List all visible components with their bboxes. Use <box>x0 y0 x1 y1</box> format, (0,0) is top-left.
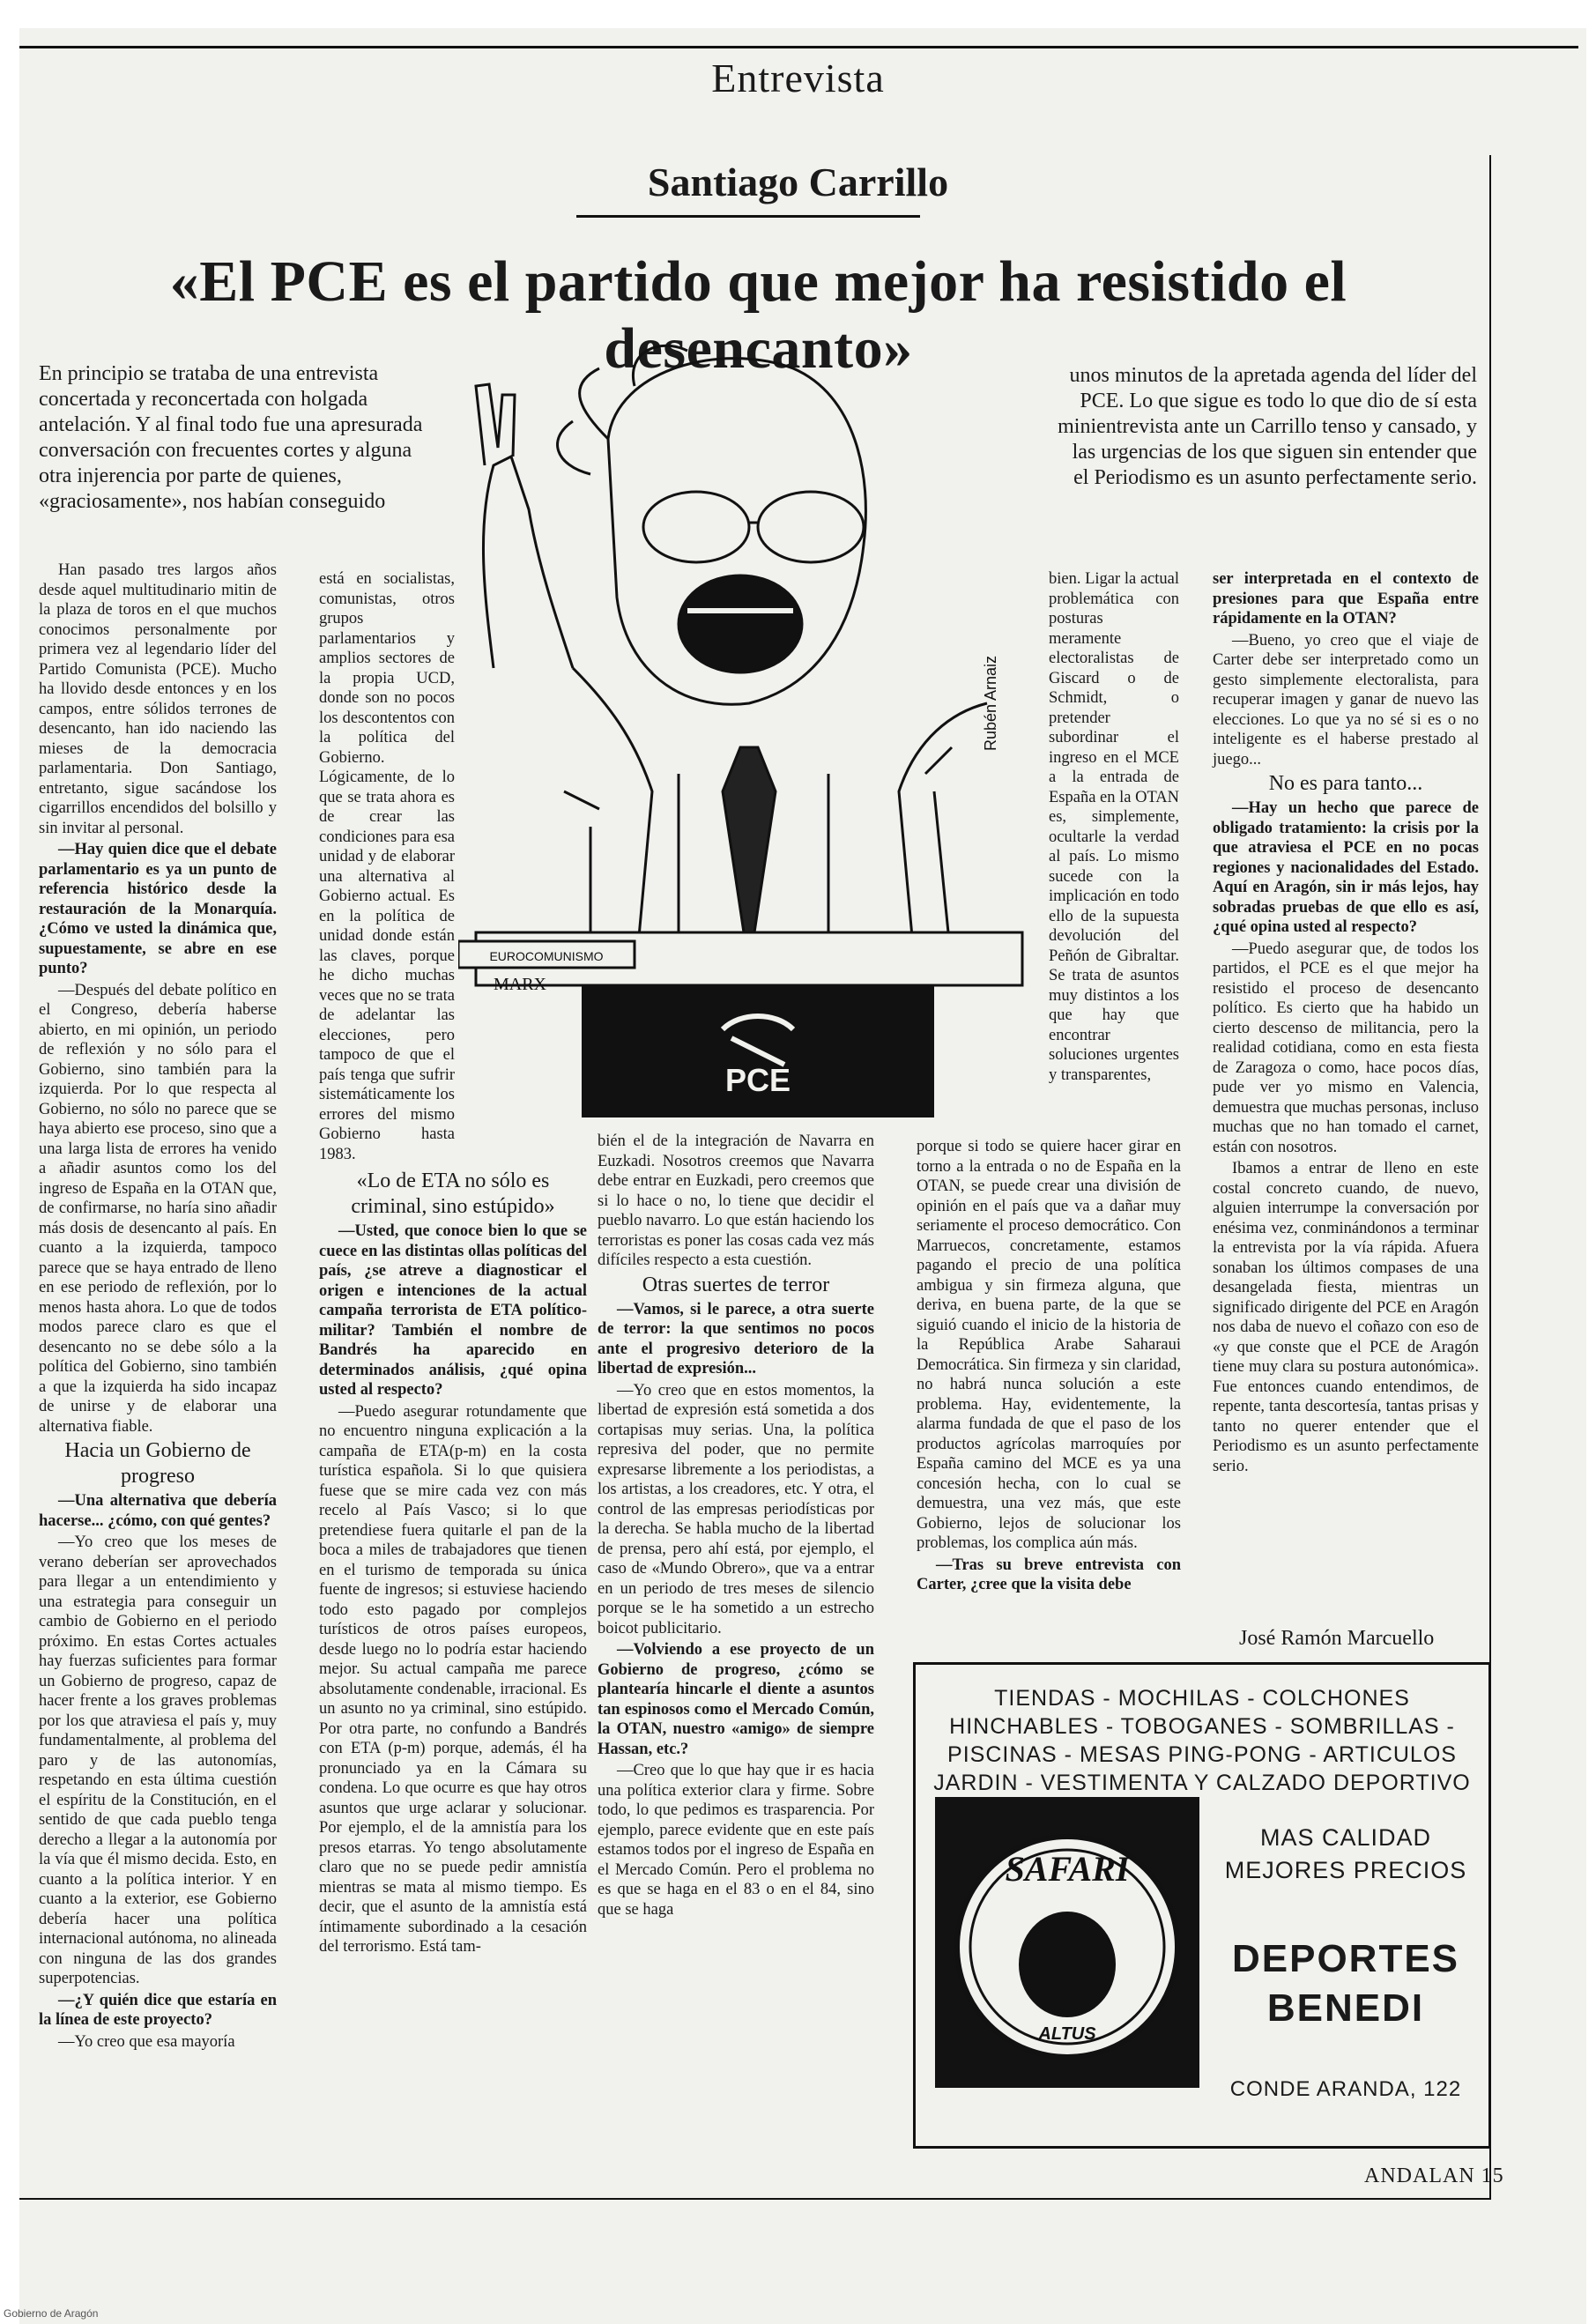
question: —¿Y quién dice que estaría en la línea de este proyecto? <box>39 1991 277 2029</box>
subheading: No es para tanto... <box>1268 772 1423 795</box>
paragraph: está en socialistas, comunistas, otros grupos parlamentarios y amplios sectores de la propia UCD, donde son no pocos los descontentos con la política del Gobierno. Lógicamente, de lo que se trata ahora es de crear las condiciones para esa unidad y de elaborar una alternativa al Gobierno actual. Es en la política de unidad donde están las claves, porque he dicho muchas veces que no se trata de adelantar las elecciones, pero tampoco de que el país tenga que sufrir sistemáticamente los errores del mismo Gobierno hasta 1983. <box>319 570 455 1163</box>
ad-slogan <box>1212 1822 1480 1887</box>
podium-label: PCE <box>724 1062 791 1098</box>
question: ser interpretada en el contexto de presiones para que España entre rápidamente en la OTAN? <box>1213 570 1479 627</box>
section-label: Entrevista <box>711 56 885 100</box>
intro-right: unos minutos de la apretada agenda del líder del PCE. Lo que sigue es todo lo que dio de sí esta minientrevista ante un Carrillo tenso y cansado, y las urgencias de los que siguen sin entender que el Periodismo es un asunto perfectamente serio. <box>1058 364 1477 489</box>
article-column-3 <box>598 1132 874 1921</box>
brand-line-1: DEPORTES <box>1231 1937 1460 1980</box>
headline: «El PCE es el partido que mejor ha resistido el desencanto» <box>169 249 1347 381</box>
subject-underline <box>576 215 920 218</box>
book-label: EUROCOMUNISMO <box>489 949 604 963</box>
article-column-2-top <box>319 569 455 1166</box>
ad-product-list: TIENDAS - MOCHILAS - COLCHONES HINCHABLES - TOBOGANES - SOMBRILLAS - PISCINAS - MESAS PING-PONG - ARTICULOS JARDIN - VESTIMENTA Y CALZADO DEPORTIVO <box>933 1686 1471 1795</box>
article-frame-bottom <box>19 2198 1491 2200</box>
paragraph: —Yo creo que en estos momentos, la libertad de expresión está sometida a dos cortapisas muy serias. Una, la política represiva del poder, que no permite expresarse libremente a los periodistas, a los artistas, a los creadores, etc. Y otra, el control de las empresas periodísticas por la derecha. Se habla mucho de la libertad de prensa, pero ahí está, por ejemplo, el caso de «Mundo Obrero», que va a entrar en un periodo de tres meses de silencio porque se le ha sometido a un estrecho boicot publicitario. <box>598 1381 874 1637</box>
article-column-1 <box>39 561 277 2053</box>
paragraph: —Yo creo que los meses de verano deberían ser aprovechados para llegar a un entendimiento y una estrategia para conseguir un cambio de Gobierno en el periodo próximo. En estas Cortes actuales hay fuerzas suficientes para formar un Gobierno de progreso, capaz de hacer frente a los graves problemas por los que atraviesa el país y, muy fundamentalmente, al problema del paro y de las autonomías, respetando en esta última cuestión el espíritu de la Constitución, en el sentido de que cada pueblo tenga derecho a llegar a la autonomía por la vía que él mismo decida. Esto, en cuanto a la política interior. Y en cuanto a la exterior, ese Gobierno debería hacer una política internacional autónoma, no alineada con ninguna de las dos grandes superpotencias. <box>39 1533 277 1987</box>
slogan-line-2: MEJORES PRECIOS <box>1224 1857 1467 1883</box>
subheading: Hacia un Gobierno de progreso <box>64 1439 251 1488</box>
glasses-right-lens <box>758 492 864 562</box>
paragraph: bién el de la integración de Navarra en Euzkadi. Nosotros creemos que Navarra debe entrar en Euzkadi, pero creemos que si lo hace o no, lo tiene que decidir el pueblo navarro. Lo que están haciendo los terroristas es poner las cosas cada vez más difíciles respecto a esta cuestión. <box>598 1132 874 1269</box>
book2-label: MARX <box>493 975 547 994</box>
subheading: Otras suertes de terror <box>642 1273 830 1296</box>
question: —Volviendo a ese proyecto de un Gobierno de progreso, ¿cómo se plantearía hincarle el diente a asuntos tan espinosos como el Mercado Común, la OTAN, nuestro «amigo» de siempre Hassan, etc.? <box>598 1641 874 1758</box>
ad-brand <box>1212 1934 1480 2033</box>
paragraph: —Creo que lo que hay que ir es hacia una política exterior clara y firme. Sobre todo, lo que pedimos es trasparencia. Por ejemplo, parece evidente que en este país estamos todos por el ingreso de España en el Mercado Común. Pero el problema no es que se haga en el 83 o en el 84, sino que se haga <box>598 1762 874 1919</box>
paragraph: —Puedo asegurar que, de todos los partidos, el PCE es el que mejor ha resistido el proceso de desencanto político. Es cierto que ha habido un cierto descenso de militancia, pero la realidad cotidiana, como en esta fiesta de Zaragoza o como, hace pocos días, pude ver yo mismo en Valencia, demuestra que muchas personas, incluso muchas que no han tomado el carnet, están con nosotros. <box>1213 939 1479 1156</box>
logo-emblem <box>1019 1912 1116 2017</box>
brand-line-2: BENEDI <box>1266 1986 1425 2030</box>
paragraph: bien. Ligar la actual problemática con posturas meramente electoralistas de Giscard o de Schmidt, o pretender subordinar el ingreso en el MCE a la entrada de España en la OTAN es, simplemente, ocultarle la verdad al país. Lo mismo sucede con la implicación en todo ello de la supuesta devolución del Peñón de Gibraltar. Se trata de asuntos muy distintos a los que hay que encontrar soluciones urgentes y transparentes, <box>1049 570 1180 1084</box>
paragraph: —Después del debate político en el Congreso, debería haberse abierto, en mi opinión, un periodo de reflexión y no sólo para el Gobierno, sino también para la izquierda. Por lo que respecta al Gobierno, no sólo no parece que se haya abierto ese proceso, sino que a una larga lista de errores ha venido a añadir asuntos como los del ingreso de España en la OTAN que, de confirmarse, no haría sino añadir más dosis de desencanto al país. En cuanto a la izquierda, tampoco parece que se haya entrado de lleno en ese periodo de reflexión, por lo menos hasta ahora. Lo que de todos modos parece claro es que el desencanto no se debe sólo a la política del Gobierno, sino también a que la izquierda ha sido incapaz de unirse y de elaborar una alternativa fiable. <box>39 981 277 1436</box>
caricature-illustration <box>458 333 1040 1126</box>
interview-subject: Santiago Carrillo <box>647 160 949 204</box>
paragraph: —Bueno, yo creo que el viaje de Carter debe ser interpretado como un gesto simplemente electoralista, para recuperar imagen y ganar de nuevo las elecciones. Lo que ya no sé si es o no inteligente es el haberse prestado al juego... <box>1213 631 1479 768</box>
top-rule <box>19 46 1578 48</box>
archive-credit: Gobierno de Aragón <box>4 2307 99 2320</box>
article-column-2 <box>319 1169 587 1959</box>
artist-signature: Rubén Arnaiz <box>982 655 999 752</box>
ad-address: CONDE ARANDA, 122 <box>1229 2077 1462 2101</box>
question: —Una alternativa que debería hacerse... ¿cómo, con qué gentes? <box>39 1492 277 1530</box>
advertisement-box <box>913 1662 1491 2149</box>
question: —Tras su breve entrevista con Carter, ¿cree que la visita debe <box>917 1556 1181 1593</box>
question: —Vamos, si le parece, a otra suerte de terror: la que sentimos no pocos ante el progresivo deterioro de la libertad de expresión... <box>598 1300 874 1377</box>
byline: José Ramón Marcuello <box>1239 1627 1435 1650</box>
intro-left: En principio se trataba de una entrevista concertada y reconcertada con holgada antelación. Y al final todo fue una apresurada conversación con frecuentes cortes y alguna otra injerencia por parte de quienes, «graciosamente», nos habían conseguido <box>39 362 423 513</box>
question: —Hay un hecho que parece de obligado tratamiento: la crisis por la que atraviesa el PCE en no pocas regiones y nacionalidades del Estado. Aquí en Aragón, sin ir más lejos, hay sobradas pruebas de que ello es así, ¿qué opina usted al respecto? <box>1213 799 1479 936</box>
paragraph: porque si todo se quiere hacer girar en torno a la entrada o no de España en la OTAN, se puede crear una división de opinión en el país que va a dañar muy seriamente el proceso democrático. Con Marruecos, concretamente, estamos pagando el precio de una política ambigua y sin firmeza alguna, que deriva, en buena parte, de la que se siguió cuando el inicio de la historia de la República Arabe Saharaui Democrática. Sin firmeza y sin claridad, no habrá nunca solución a este problema. Hay, evidentemente, la alarma fundada de que el paso de los productos agrícolas marroquíes por España camino del MCE es ya una concesión hecha, con lo cual se demuestra, una vez más, que este Gobierno, lejos de solucionar los problemas, los complica aún más. <box>917 1138 1181 1552</box>
paragraph: —Yo creo que esa mayoría <box>58 2032 235 2051</box>
paragraph: Han pasado tres largos años desde aquel multitudinario mitin de la plaza de toros en el que muchos conocimos personalmente por primera vez al legendario líder del Partido Comunista (PCE). Mucho ha llovido desde entonces y en los campos, entre sólidos terrones de desencanto, han ido naciendo las mieses de la democracia parlamentaria. Don Santiago, entretanto, sigue sacándose los cigarrillos encendidos del bolsillo y sin invitar al personal. <box>39 561 277 837</box>
raised-hand <box>476 384 515 465</box>
paragraph: —Puedo asegurar rotundamente que no encuentro ninguna explicación a la campaña de ETA(p-m) en la costa turística española. Si lo que quisiera fuese que se mire cada vez con más recelo al País Vasco; si lo que pretendiese fuera quitarle el pan de la boca a miles de trabajadores que tienen en el turismo de temporada su única fuente de ingresos; si estuviese haciendo todo esto pagado por complejos turísticos de otros países europeos, desde luego no lo podría estar haciendo mejor. Su actual campaña me parece absolutamente condenable, irracional. Es un asunto no ya criminal, sino estúpido. Por otra parte, no confundo a Bandrés con ETA (p-m) porque, además, él ha pronunciado ya en la Cámara su condena. Lo que ocurre es que hay otros asuntos que urge aclarar y solucionar. Por ejemplo, el de la amnistía para los presos etarras. Yo tengo absolutamente claro que no se puede pedir amnistía mientras se mata al mismo tiempo. Es decir, que el asunto de la amnistía está íntimamente subordinado a la cesación del terrorismo. Está tam- <box>319 1402 587 1956</box>
page-folio: ANDALAN 15 <box>1364 2164 1504 2187</box>
subheading: «Lo de ETA no sólo es criminal, sino estúpido» <box>351 1169 555 1218</box>
logo-wordmark: SAFARI <box>1005 1849 1130 1889</box>
logo-subtext: ALTUS <box>1038 2024 1096 2044</box>
question: —Usted, que conoce bien lo que se cuece en las distintas ollas políticas del país, ¿se atreve a diagnosticar el origen e intenciones de la actual campaña terrorista de ETA político-militar? También el nombre de Bandrés ha aparecido en determinados análisis, ¿qué opina usted al respecto? <box>319 1222 587 1399</box>
safari-logo <box>935 1797 1199 2088</box>
question: —Hay quien dice que el debate parlamentario es ya un punto de referencia histórico desde la restauración de la Monarquía. ¿Cómo ve usted la dinámica que, supuestamente, se abre en ese punto? <box>39 841 277 977</box>
open-mouth <box>679 575 802 672</box>
hair <box>558 345 687 474</box>
article-column-4-top <box>1049 569 1179 1087</box>
slogan-line-1: MAS CALIDAD <box>1259 1824 1432 1851</box>
glasses-left-lens <box>643 492 749 562</box>
raised-arm <box>483 457 573 668</box>
paragraph: Ibamos a entrar de lleno en este costal concreto cuando, de nuevo, alguien interrumpe la conversación por enésima vez, conminándonos a terminar la entrevista por la vía rápida. Afuera sonaban los últimos compases de una desangelada fiesta, mientras un significado dirigente del PCE en Aragón nos daba de nuevo el coñazo con eso de «y que conste que el PCE de Aragón tiene muy clara su postura autonómica». Fue entonces cuando entendimos, de repente, tanta descortesía, tantas prisas y tanto no querer entender que el Periodismo es un asunto perfectamente serio. <box>1213 1160 1479 1475</box>
article-column-5 <box>1213 569 1479 1478</box>
article-column-4 <box>917 1137 1181 1597</box>
